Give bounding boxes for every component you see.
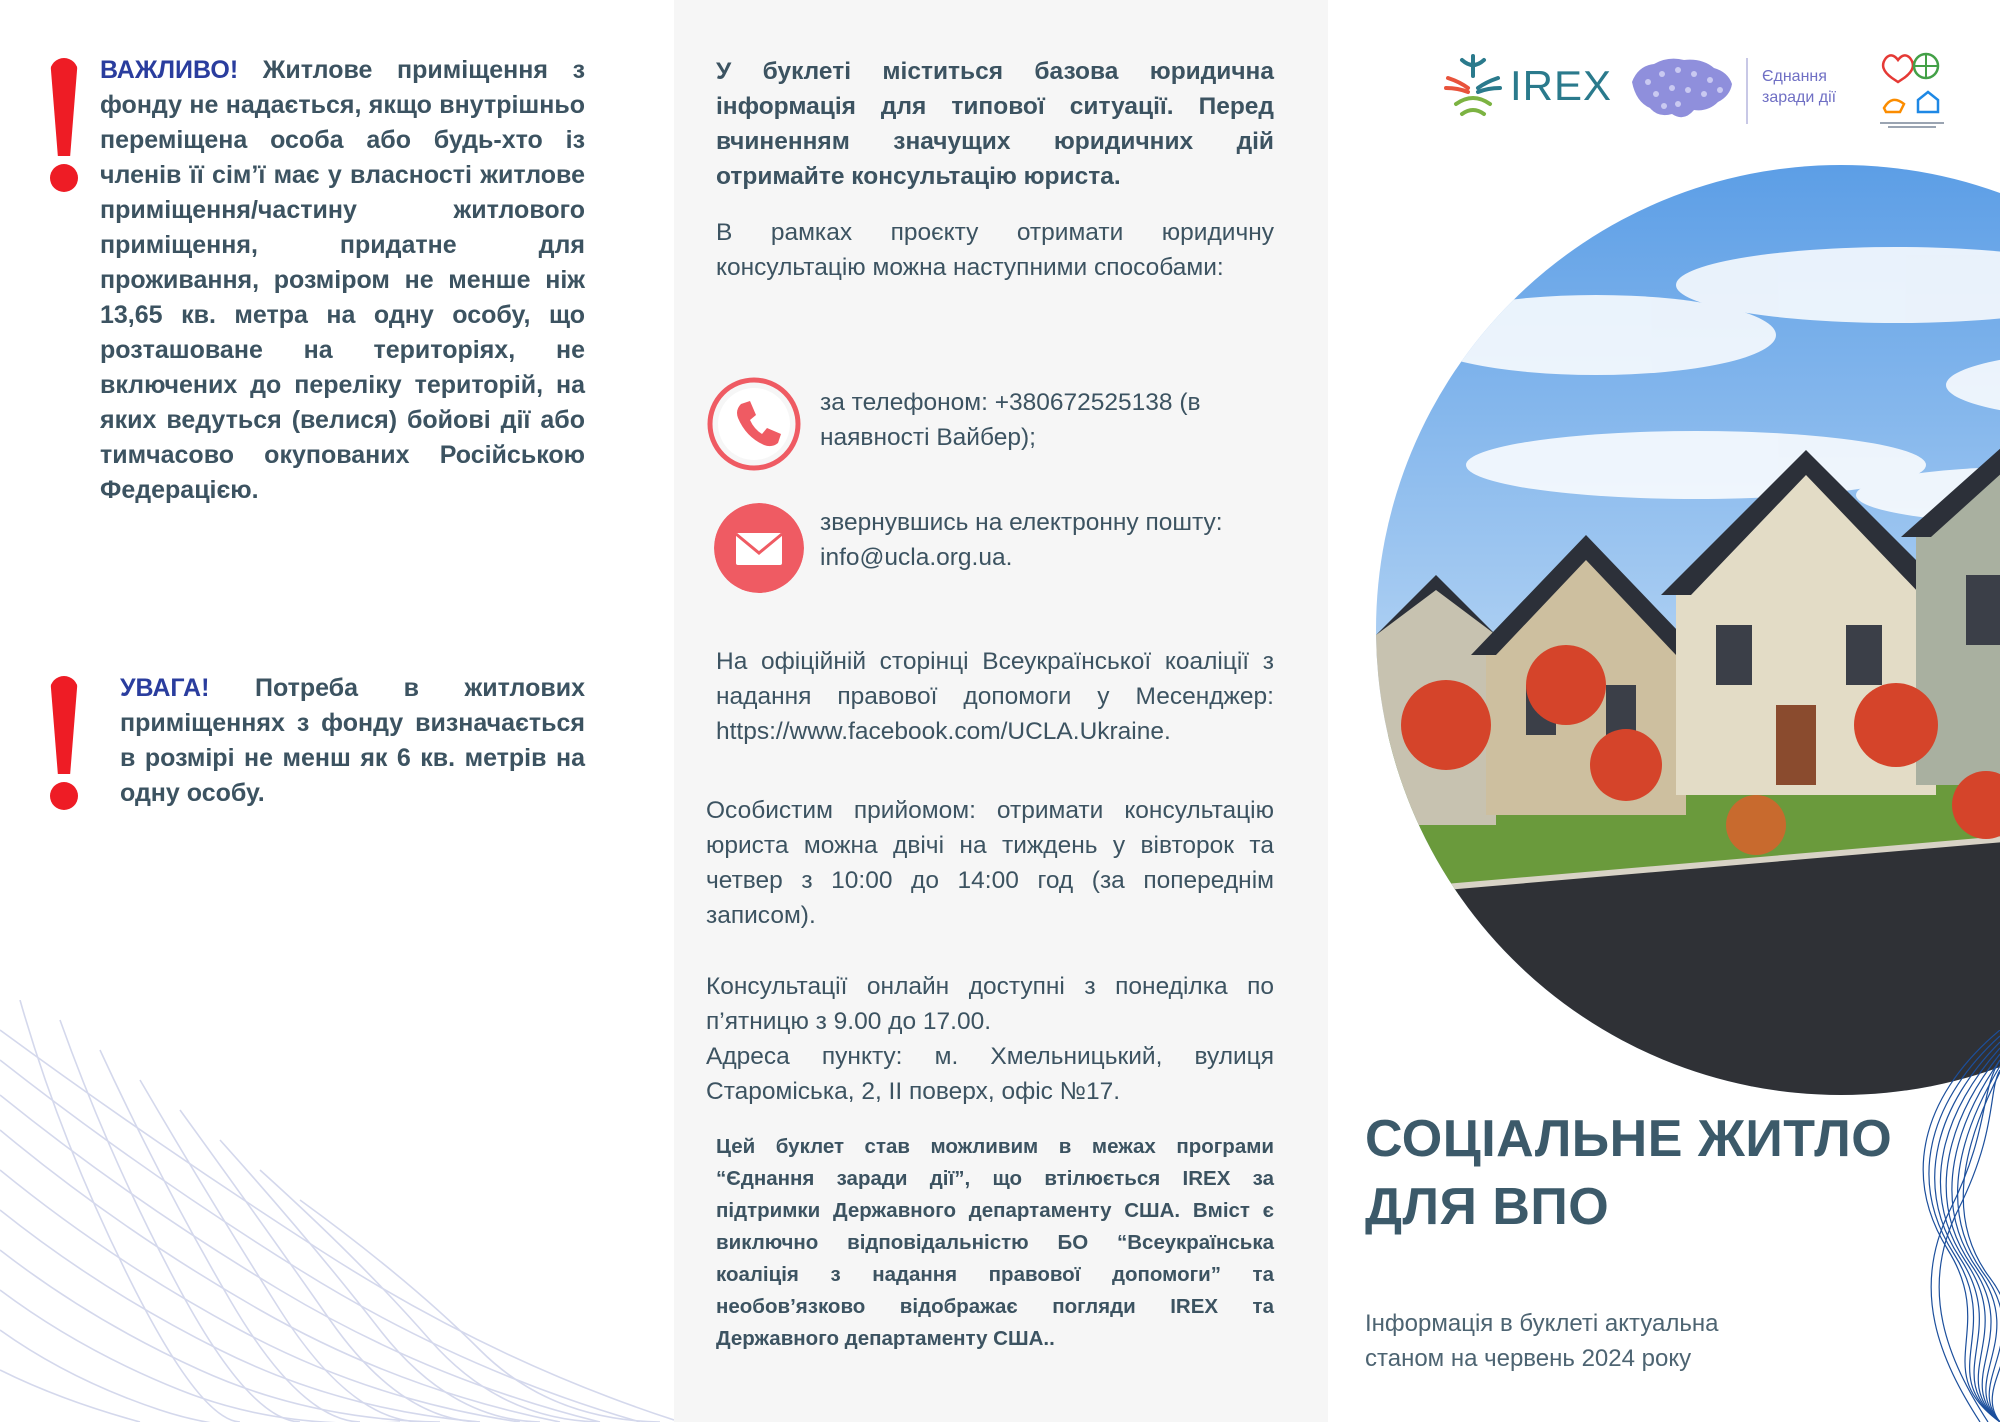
coalition-logo (1874, 48, 1950, 130)
phone-icon (706, 376, 802, 472)
disclaimer: Цей буклет став можливим в межах програми “Єднання заради дії”, що втілюється IREX за підтримки Державного департаменту США. Вміст є виключно відповідальністю БО “Всеукраїнська коаліція з надання правової допомоги” та необов’язково відображає погляди IREX та Державного департаменту США.. (716, 1135, 1274, 1350)
intro-bold: У буклеті міститься базова юридична інформація для типової ситуації. Перед вчиненням значущих юридичних дій отримайте консультацію юриста. (716, 58, 1274, 190)
subtitle-line1: Інформація в буклеті актуальна (1365, 1310, 1719, 1337)
decorative-waves (1888, 1030, 2000, 1422)
unity-logo-line2: заради дії (1762, 89, 1837, 106)
facebook-text: На офіційній сторінці Всеукраїнської коаліції з надання правової допомоги у Месенджер: https://www.facebook.com/UCLA.Ukraine. (716, 648, 1274, 745)
subtitle (1365, 1306, 1718, 1376)
exclamation-icon (44, 58, 84, 194)
important-note (100, 53, 585, 508)
ukraine-map-logo (1628, 52, 1736, 128)
title-line2: ДЛЯ ВПО (1365, 1178, 1610, 1236)
intro-text: В рамках проєкту отримати юридичну консультацію можна наступними способами: (716, 219, 1274, 281)
logo-divider (1746, 58, 1748, 124)
phone-text: за телефоном: +380672525138 (в наявності Вайбер); (820, 389, 1201, 451)
attention-note (120, 671, 585, 811)
title-line1: СОЦІАЛЬНЕ ЖИТЛО (1365, 1110, 1893, 1168)
in-person-text: Особистим прийомом: отримати консультацію юриста можна двічі на тиждень у вівторок та четвер з 10:00 до 14:00 год (за попереднім записом). (706, 797, 1274, 929)
page-title (1365, 1105, 1892, 1241)
right-panel (1328, 0, 2000, 1422)
unity-logo-text (1762, 66, 1836, 108)
decorative-mesh (0, 1000, 674, 1422)
online-text: Консультації онлайн доступні з понеділка по п’ятницю з 9.00 до 17.00. (706, 973, 1274, 1035)
unity-logo-line1: Єднання (1762, 68, 1827, 85)
houses-photo (1376, 165, 2000, 1095)
exclamation-icon (44, 676, 84, 812)
attention-lead: УВАГА! (120, 674, 210, 702)
email-icon (714, 503, 804, 593)
email-text: звернувшись на електронну пошту: info@ucla.org.ua. (820, 509, 1223, 571)
important-lead: ВАЖЛИВО! (100, 56, 239, 84)
important-text: Житлове приміщення з фонду не надається, якщо внутрішньо переміщена особа або будь-хто із членів її сім’ї має у власності житлове приміщення/частину житлового приміщення, придатне для проживання, розміром не менше ніж 13,65 кв. метра на одну особу, що розташоване на територіях, не включених до переліку територій, на яких ведуться (велися) бойові дії або тимчасово окупованих Російською Федерацією. (100, 56, 585, 504)
irex-logo-icon (1442, 52, 1504, 120)
address-text: Адреса пункту: м. Хмельницький, вулиця Староміська, 2, ІІ поверх, офіс №17. (706, 1043, 1274, 1105)
left-panel (0, 0, 674, 1422)
subtitle-line2: станом на червень 2024 року (1365, 1345, 1692, 1372)
attention-text: Потреба в житлових приміщеннях з фонду визначається в розмірі не менш як 6 кв. метрів на одну особу. (120, 674, 585, 807)
middle-panel (674, 0, 1328, 1422)
irex-logo-text: IREX (1510, 62, 1613, 109)
